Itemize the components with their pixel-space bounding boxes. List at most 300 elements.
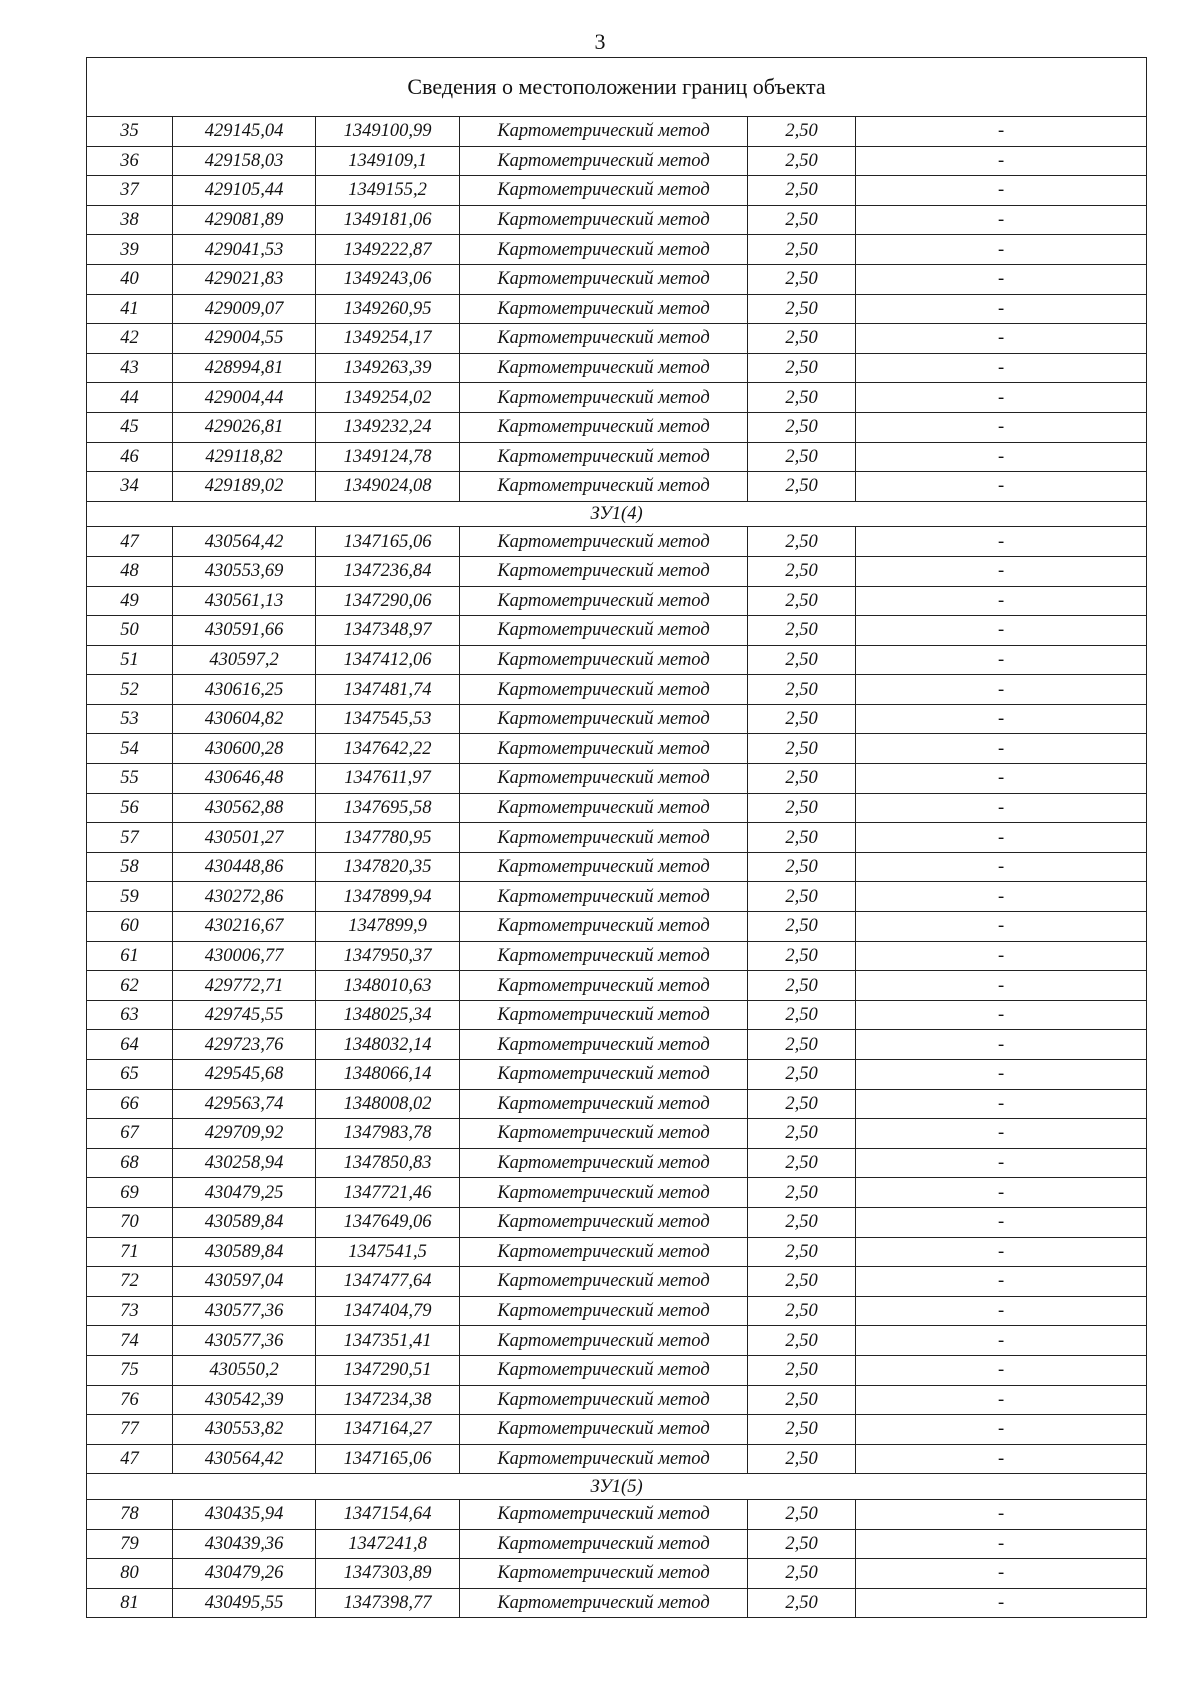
method-cell: Картометрический метод (460, 412, 748, 442)
accuracy-cell: 2,50 (748, 117, 856, 147)
y-coordinate-cell: 1349260,95 (316, 294, 460, 324)
x-coordinate-cell: 429004,55 (173, 324, 316, 354)
point-number-cell: 68 (87, 1148, 173, 1178)
description-cell: - (856, 527, 1147, 557)
point-number-cell: 71 (87, 1237, 173, 1267)
x-coordinate-cell: 430439,36 (173, 1529, 316, 1559)
description-cell: - (856, 941, 1147, 971)
method-cell: Картометрический метод (460, 912, 748, 942)
y-coordinate-cell: 1348066,14 (316, 1060, 460, 1090)
accuracy-cell: 2,50 (748, 704, 856, 734)
accuracy-cell: 2,50 (748, 1119, 856, 1149)
table-row (87, 971, 1147, 1001)
accuracy-cell: 2,50 (748, 586, 856, 616)
table-row (87, 472, 1147, 502)
point-number-cell: 78 (87, 1499, 173, 1529)
description-cell: - (856, 645, 1147, 675)
method-cell: Картометрический метод (460, 823, 748, 853)
table-row (87, 616, 1147, 646)
table-row (87, 1444, 1147, 1474)
y-coordinate-cell: 1347695,58 (316, 793, 460, 823)
point-number-cell: 48 (87, 556, 173, 586)
x-coordinate-cell: 430216,67 (173, 912, 316, 942)
description-cell: - (856, 1296, 1147, 1326)
point-number-cell: 65 (87, 1060, 173, 1090)
section-label: ЗУ1(4) (87, 501, 1147, 527)
method-cell: Картометрический метод (460, 294, 748, 324)
table-row (87, 146, 1147, 176)
description-cell: - (856, 1385, 1147, 1415)
description-cell: - (856, 235, 1147, 265)
y-coordinate-cell: 1349263,39 (316, 353, 460, 383)
table-row (87, 1207, 1147, 1237)
y-coordinate-cell: 1347412,06 (316, 645, 460, 675)
table-row (87, 764, 1147, 794)
method-cell: Картометрический метод (460, 556, 748, 586)
accuracy-cell: 2,50 (748, 264, 856, 294)
y-coordinate-cell: 1348010,63 (316, 971, 460, 1001)
y-coordinate-cell: 1347165,06 (316, 1444, 460, 1474)
method-cell: Картометрический метод (460, 264, 748, 294)
point-number-cell: 47 (87, 527, 173, 557)
method-cell: Картометрический метод (460, 616, 748, 646)
method-cell: Картометрический метод (460, 324, 748, 354)
point-number-cell: 41 (87, 294, 173, 324)
y-coordinate-cell: 1349181,06 (316, 205, 460, 235)
description-cell: - (856, 882, 1147, 912)
method-cell: Картометрический метод (460, 1030, 748, 1060)
method-cell: Картометрический метод (460, 1444, 748, 1474)
y-coordinate-cell: 1347481,74 (316, 675, 460, 705)
description-cell: - (856, 971, 1147, 1001)
description-cell: - (856, 1444, 1147, 1474)
accuracy-cell: 2,50 (748, 146, 856, 176)
method-cell: Картометрический метод (460, 1060, 748, 1090)
point-number-cell: 37 (87, 176, 173, 206)
table-row (87, 645, 1147, 675)
point-number-cell: 81 (87, 1588, 173, 1618)
method-cell: Картометрический метод (460, 734, 748, 764)
y-coordinate-cell: 1347398,77 (316, 1588, 460, 1618)
y-coordinate-cell: 1347820,35 (316, 852, 460, 882)
accuracy-cell: 2,50 (748, 472, 856, 502)
table-row (87, 1326, 1147, 1356)
table-row (87, 1296, 1147, 1326)
y-coordinate-cell: 1347351,41 (316, 1326, 460, 1356)
x-coordinate-cell: 430589,84 (173, 1207, 316, 1237)
y-coordinate-cell: 1348025,34 (316, 1000, 460, 1030)
description-cell: - (856, 1119, 1147, 1149)
y-coordinate-cell: 1347850,83 (316, 1148, 460, 1178)
accuracy-cell: 2,50 (748, 1296, 856, 1326)
table-row (87, 264, 1147, 294)
description-cell: - (856, 294, 1147, 324)
description-cell: - (856, 146, 1147, 176)
method-cell: Картометрический метод (460, 442, 748, 472)
table-row (87, 675, 1147, 705)
method-cell: Картометрический метод (460, 704, 748, 734)
point-number-cell: 59 (87, 882, 173, 912)
table-row (87, 586, 1147, 616)
point-number-cell: 43 (87, 353, 173, 383)
x-coordinate-cell: 430589,84 (173, 1237, 316, 1267)
point-number-cell: 76 (87, 1385, 173, 1415)
x-coordinate-cell: 429009,07 (173, 294, 316, 324)
y-coordinate-cell: 1349024,08 (316, 472, 460, 502)
section-header-row (87, 501, 1147, 527)
y-coordinate-cell: 1347164,27 (316, 1415, 460, 1445)
accuracy-cell: 2,50 (748, 294, 856, 324)
method-cell: Картометрический метод (460, 235, 748, 265)
table-row (87, 1267, 1147, 1297)
x-coordinate-cell: 430562,88 (173, 793, 316, 823)
description-cell: - (856, 912, 1147, 942)
description-cell: - (856, 1060, 1147, 1090)
point-number-cell: 75 (87, 1355, 173, 1385)
description-cell: - (856, 1267, 1147, 1297)
accuracy-cell: 2,50 (748, 912, 856, 942)
table-row (87, 442, 1147, 472)
point-number-cell: 79 (87, 1529, 173, 1559)
x-coordinate-cell: 430564,42 (173, 1444, 316, 1474)
y-coordinate-cell: 1347541,5 (316, 1237, 460, 1267)
accuracy-cell: 2,50 (748, 1060, 856, 1090)
accuracy-cell: 2,50 (748, 556, 856, 586)
method-cell: Картометрический метод (460, 971, 748, 1001)
point-number-cell: 61 (87, 941, 173, 971)
section-header-row (87, 1474, 1147, 1500)
method-cell: Картометрический метод (460, 1178, 748, 1208)
point-number-cell: 60 (87, 912, 173, 942)
point-number-cell: 40 (87, 264, 173, 294)
x-coordinate-cell: 430577,36 (173, 1296, 316, 1326)
y-coordinate-cell: 1347236,84 (316, 556, 460, 586)
description-cell: - (856, 1355, 1147, 1385)
point-number-cell: 44 (87, 383, 173, 413)
table-row (87, 1355, 1147, 1385)
y-coordinate-cell: 1347241,8 (316, 1529, 460, 1559)
accuracy-cell: 2,50 (748, 412, 856, 442)
point-number-cell: 72 (87, 1267, 173, 1297)
table-title: Сведения о местоположении границ объекта (87, 58, 1147, 117)
x-coordinate-cell: 430495,55 (173, 1588, 316, 1618)
table-row (87, 1060, 1147, 1090)
method-cell: Картометрический метод (460, 1588, 748, 1618)
table-row (87, 823, 1147, 853)
y-coordinate-cell: 1347611,97 (316, 764, 460, 794)
x-coordinate-cell: 430479,25 (173, 1178, 316, 1208)
description-cell: - (856, 1000, 1147, 1030)
x-coordinate-cell: 430597,04 (173, 1267, 316, 1297)
description-cell: - (856, 1237, 1147, 1267)
point-number-cell: 38 (87, 205, 173, 235)
accuracy-cell: 2,50 (748, 1529, 856, 1559)
table-row (87, 912, 1147, 942)
table-row (87, 793, 1147, 823)
x-coordinate-cell: 430542,39 (173, 1385, 316, 1415)
point-number-cell: 50 (87, 616, 173, 646)
y-coordinate-cell: 1347983,78 (316, 1119, 460, 1149)
x-coordinate-cell: 428994,81 (173, 353, 316, 383)
accuracy-cell: 2,50 (748, 675, 856, 705)
y-coordinate-cell: 1347303,89 (316, 1559, 460, 1589)
table-row (87, 1000, 1147, 1030)
table-row (87, 294, 1147, 324)
point-number-cell: 53 (87, 704, 173, 734)
table-row (87, 882, 1147, 912)
accuracy-cell: 2,50 (748, 1385, 856, 1415)
accuracy-cell: 2,50 (748, 527, 856, 557)
accuracy-cell: 2,50 (748, 1355, 856, 1385)
table-row (87, 1089, 1147, 1119)
method-cell: Картометрический метод (460, 852, 748, 882)
y-coordinate-cell: 1348032,14 (316, 1030, 460, 1060)
method-cell: Картометрический метод (460, 764, 748, 794)
accuracy-cell: 2,50 (748, 176, 856, 206)
table-row (87, 412, 1147, 442)
description-cell: - (856, 1148, 1147, 1178)
y-coordinate-cell: 1348008,02 (316, 1089, 460, 1119)
y-coordinate-cell: 1347899,9 (316, 912, 460, 942)
method-cell: Картометрический метод (460, 383, 748, 413)
y-coordinate-cell: 1347290,51 (316, 1355, 460, 1385)
method-cell: Картометрический метод (460, 176, 748, 206)
description-cell: - (856, 1178, 1147, 1208)
x-coordinate-cell: 430553,69 (173, 556, 316, 586)
method-cell: Картометрический метод (460, 527, 748, 557)
y-coordinate-cell: 1347477,64 (316, 1267, 460, 1297)
point-number-cell: 51 (87, 645, 173, 675)
method-cell: Картометрический метод (460, 117, 748, 147)
x-coordinate-cell: 429723,76 (173, 1030, 316, 1060)
method-cell: Картометрический метод (460, 882, 748, 912)
x-coordinate-cell: 430577,36 (173, 1326, 316, 1356)
point-number-cell: 73 (87, 1296, 173, 1326)
table-row (87, 1178, 1147, 1208)
accuracy-cell: 2,50 (748, 1178, 856, 1208)
y-coordinate-cell: 1347290,06 (316, 586, 460, 616)
accuracy-cell: 2,50 (748, 645, 856, 675)
y-coordinate-cell: 1347234,38 (316, 1385, 460, 1415)
point-number-cell: 42 (87, 324, 173, 354)
accuracy-cell: 2,50 (748, 1267, 856, 1297)
point-number-cell: 52 (87, 675, 173, 705)
table-row (87, 117, 1147, 147)
method-cell: Картометрический метод (460, 1415, 748, 1445)
method-cell: Картометрический метод (460, 1529, 748, 1559)
point-number-cell: 69 (87, 1178, 173, 1208)
point-number-cell: 80 (87, 1559, 173, 1589)
method-cell: Картометрический метод (460, 1385, 748, 1415)
description-cell: - (856, 264, 1147, 294)
point-number-cell: 62 (87, 971, 173, 1001)
x-coordinate-cell: 430564,42 (173, 527, 316, 557)
y-coordinate-cell: 1349232,24 (316, 412, 460, 442)
description-cell: - (856, 412, 1147, 442)
y-coordinate-cell: 1347780,95 (316, 823, 460, 853)
description-cell: - (856, 1559, 1147, 1589)
table-row (87, 1499, 1147, 1529)
accuracy-cell: 2,50 (748, 1326, 856, 1356)
x-coordinate-cell: 430550,2 (173, 1355, 316, 1385)
x-coordinate-cell: 429081,89 (173, 205, 316, 235)
x-coordinate-cell: 430646,48 (173, 764, 316, 794)
method-cell: Картометрический метод (460, 1296, 748, 1326)
description-cell: - (856, 1415, 1147, 1445)
description-cell: - (856, 205, 1147, 235)
accuracy-cell: 2,50 (748, 823, 856, 853)
table-row (87, 1030, 1147, 1060)
x-coordinate-cell: 429145,04 (173, 117, 316, 147)
point-number-cell: 55 (87, 764, 173, 794)
description-cell: - (856, 383, 1147, 413)
accuracy-cell: 2,50 (748, 1588, 856, 1618)
x-coordinate-cell: 429563,74 (173, 1089, 316, 1119)
x-coordinate-cell: 430479,26 (173, 1559, 316, 1589)
method-cell: Картометрический метод (460, 1267, 748, 1297)
x-coordinate-cell: 429772,71 (173, 971, 316, 1001)
description-cell: - (856, 793, 1147, 823)
accuracy-cell: 2,50 (748, 353, 856, 383)
point-number-cell: 45 (87, 412, 173, 442)
description-cell: - (856, 675, 1147, 705)
y-coordinate-cell: 1347899,94 (316, 882, 460, 912)
x-coordinate-cell: 430591,66 (173, 616, 316, 646)
accuracy-cell: 2,50 (748, 734, 856, 764)
x-coordinate-cell: 430501,27 (173, 823, 316, 853)
x-coordinate-cell: 430435,94 (173, 1499, 316, 1529)
table-row (87, 176, 1147, 206)
point-number-cell: 54 (87, 734, 173, 764)
accuracy-cell: 2,50 (748, 616, 856, 646)
table-row (87, 1148, 1147, 1178)
accuracy-cell: 2,50 (748, 971, 856, 1001)
description-cell: - (856, 1326, 1147, 1356)
method-cell: Картометрический метод (460, 1499, 748, 1529)
table-row (87, 235, 1147, 265)
x-coordinate-cell: 429158,03 (173, 146, 316, 176)
x-coordinate-cell: 429745,55 (173, 1000, 316, 1030)
method-cell: Картометрический метод (460, 1119, 748, 1149)
y-coordinate-cell: 1347721,46 (316, 1178, 460, 1208)
point-number-cell: 47 (87, 1444, 173, 1474)
description-cell: - (856, 823, 1147, 853)
x-coordinate-cell: 430258,94 (173, 1148, 316, 1178)
table-row (87, 205, 1147, 235)
y-coordinate-cell: 1349100,99 (316, 117, 460, 147)
method-cell: Картометрический метод (460, 645, 748, 675)
accuracy-cell: 2,50 (748, 1237, 856, 1267)
x-coordinate-cell: 430448,86 (173, 852, 316, 882)
y-coordinate-cell: 1347545,53 (316, 704, 460, 734)
description-cell: - (856, 586, 1147, 616)
description-cell: - (856, 852, 1147, 882)
accuracy-cell: 2,50 (748, 1148, 856, 1178)
description-cell: - (856, 117, 1147, 147)
table-row (87, 734, 1147, 764)
y-coordinate-cell: 1349222,87 (316, 235, 460, 265)
point-number-cell: 63 (87, 1000, 173, 1030)
method-cell: Картометрический метод (460, 1000, 748, 1030)
point-number-cell: 46 (87, 442, 173, 472)
accuracy-cell: 2,50 (748, 1559, 856, 1589)
method-cell: Картометрический метод (460, 1326, 748, 1356)
x-coordinate-cell: 430553,82 (173, 1415, 316, 1445)
table-row (87, 527, 1147, 557)
table-row (87, 1529, 1147, 1559)
accuracy-cell: 2,50 (748, 882, 856, 912)
method-cell: Картометрический метод (460, 205, 748, 235)
accuracy-cell: 2,50 (748, 1030, 856, 1060)
y-coordinate-cell: 1347642,22 (316, 734, 460, 764)
method-cell: Картометрический метод (460, 1355, 748, 1385)
table-row (87, 383, 1147, 413)
table-row (87, 324, 1147, 354)
x-coordinate-cell: 429004,44 (173, 383, 316, 413)
x-coordinate-cell: 429105,44 (173, 176, 316, 206)
accuracy-cell: 2,50 (748, 1444, 856, 1474)
x-coordinate-cell: 429021,83 (173, 264, 316, 294)
method-cell: Картометрический метод (460, 472, 748, 502)
table-row (87, 1385, 1147, 1415)
table-row (87, 704, 1147, 734)
point-number-cell: 67 (87, 1119, 173, 1149)
method-cell: Картометрический метод (460, 1559, 748, 1589)
description-cell: - (856, 764, 1147, 794)
description-cell: - (856, 556, 1147, 586)
page-number: 3 (594, 29, 606, 54)
method-cell: Картометрический метод (460, 793, 748, 823)
y-coordinate-cell: 1347649,06 (316, 1207, 460, 1237)
y-coordinate-cell: 1349155,2 (316, 176, 460, 206)
method-cell: Картометрический метод (460, 146, 748, 176)
table-row (87, 1237, 1147, 1267)
x-coordinate-cell: 429709,92 (173, 1119, 316, 1149)
point-number-cell: 64 (87, 1030, 173, 1060)
method-cell: Картометрический метод (460, 586, 748, 616)
description-cell: - (856, 1499, 1147, 1529)
accuracy-cell: 2,50 (748, 1000, 856, 1030)
method-cell: Картометрический метод (460, 1207, 748, 1237)
accuracy-cell: 2,50 (748, 442, 856, 472)
x-coordinate-cell: 429041,53 (173, 235, 316, 265)
description-cell: - (856, 1529, 1147, 1559)
accuracy-cell: 2,50 (748, 793, 856, 823)
description-cell: - (856, 734, 1147, 764)
x-coordinate-cell: 430597,2 (173, 645, 316, 675)
section-label: ЗУ1(5) (87, 1474, 1147, 1500)
description-cell: - (856, 1030, 1147, 1060)
table-row (87, 353, 1147, 383)
description-cell: - (856, 1207, 1147, 1237)
x-coordinate-cell: 430006,77 (173, 941, 316, 971)
y-coordinate-cell: 1349243,06 (316, 264, 460, 294)
accuracy-cell: 2,50 (748, 941, 856, 971)
point-number-cell: 58 (87, 852, 173, 882)
method-cell: Картометрический метод (460, 941, 748, 971)
method-cell: Картометрический метод (460, 1237, 748, 1267)
method-cell: Картометрический метод (460, 1148, 748, 1178)
method-cell: Картометрический метод (460, 1089, 748, 1119)
point-number-cell: 77 (87, 1415, 173, 1445)
x-coordinate-cell: 429545,68 (173, 1060, 316, 1090)
y-coordinate-cell: 1347404,79 (316, 1296, 460, 1326)
x-coordinate-cell: 430616,25 (173, 675, 316, 705)
y-coordinate-cell: 1347154,64 (316, 1499, 460, 1529)
description-cell: - (856, 442, 1147, 472)
description-cell: - (856, 176, 1147, 206)
accuracy-cell: 2,50 (748, 383, 856, 413)
